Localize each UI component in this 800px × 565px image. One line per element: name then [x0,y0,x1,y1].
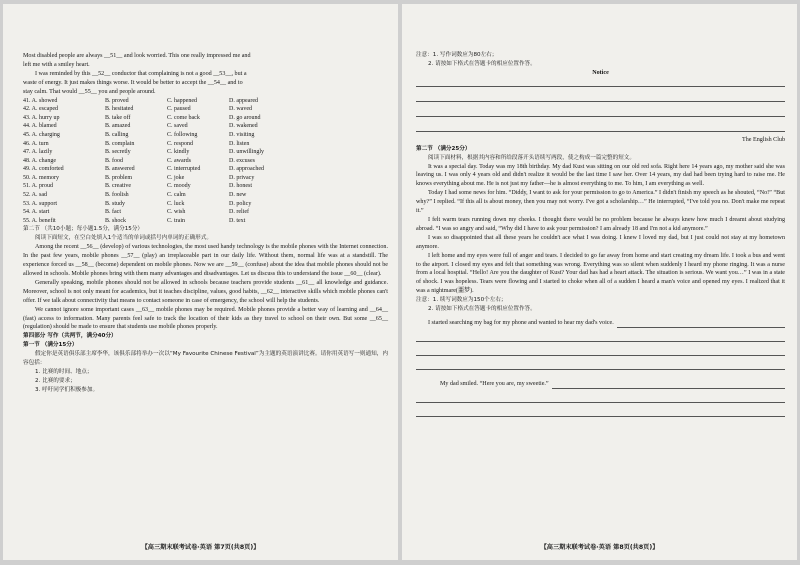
option: C. happened [167,97,197,104]
option: B. proved [105,97,129,104]
option: D. appeared [229,97,258,104]
notice-answer-lines [416,86,785,132]
options-row [23,157,388,166]
option: 51. A. proud [23,183,53,190]
option: B. complain [105,140,135,147]
options-row [23,114,388,123]
section-heading: 第二节 （满分25分） [416,145,471,152]
passage-a-line: I was reminded by this __52__ conductor that complaining is not a good __53__, but a [35,70,247,77]
starter-sentence: I started searching my bag for my phone and wanted to hear my dad's voice. [428,319,614,326]
option: D. visiting [229,131,255,138]
option: B. take off [105,114,131,121]
option: C. respond [167,140,193,147]
passage-a-line: Most disabled people are always __51__ and look worried. This one really impressed me and [23,53,251,59]
option: B. study [105,200,126,207]
option: 50. A. memory [23,174,59,181]
options-row [23,191,388,200]
option: C. wish [167,209,186,216]
continuation-1 [416,319,785,328]
option: 49. A. comforted [23,166,64,173]
writing-prompt: 假定你是英语俱乐部主席李华，该俱乐部将举办一次以“My Favourite Chinese Festival”为主题的英语演讲比赛。请你用英语写一则通知，内容包括： [23,351,388,367]
option: C. luck [167,200,185,207]
option: 41. A. showed [23,97,58,104]
options-row [23,200,388,209]
option: B. hesitated [105,106,134,113]
section-instruction: 阅读下面材料，根据其内容和所给段落开头语续写两段，使之构成一篇完整的短文。 [428,154,635,161]
option: C. moody [167,183,191,190]
option: C. kindly [167,149,190,156]
passage-b-paragraph: We cannot ignore some important cases __63__ mobile phones may be required. Mobile phones provide a better way of learning and __64__ (fast) access to information. Many parents feel safe to track the location of their kids as they travel to school on their own. But some __65__ (regulation) should be made to ensure that students use mobile phones properly. [23,306,388,331]
option: B. amazed [105,123,131,130]
option: C. train [167,217,185,224]
options-row [23,97,388,106]
passage-b [23,243,388,332]
option: 44. A. blamed [23,123,57,130]
answer-line [416,86,785,87]
story-paragraph: I left home and my eyes were full of anger and tears. I decided to go far away from home and start creating my dream life. I took a bus and went to the airport. I closed my eyes and felt that something was wrong. Everything was so silent when suddenly I heard my phone ringing. It was a nurse from a local hospital. “Hello! Are you the daughter of Kust? Your dad has had a heart attack. The situation is serious. We want you…” I was in a state of shock. I was hopeless. Tears were flowing and I started to choke when all of a sudden I heard a man's voice and opened my eyes. I realized that it was a nightmare(噩梦). [416,252,785,295]
option: 45. A. charging [23,131,60,138]
option: C. joke [167,174,185,181]
writing-point: 3. 呼吁同学们积极参加。 [35,386,99,393]
option: B. calling [105,131,129,138]
answer-line [416,355,785,356]
option: D. unwillingly [229,149,265,156]
section-heading: 第二节 （共10小题；每小题1.5分，满分15分） [23,226,144,233]
story-paragraph: I was so disappointed that all these years he couldn't ace what I was doing. I knew I loved my dad, but I just could not stay at my hometown anymore. [416,234,785,250]
answer-line [617,327,785,328]
option: B. fact [105,209,121,216]
option: D. honest [229,183,252,190]
option: D. waved [229,106,252,113]
exam-page-8 [402,4,797,560]
answer-line [416,369,785,370]
page-footer: 【高三期末联考试卷·英语 第8页(共8页)】 [540,544,659,551]
options-row [23,131,388,140]
option: C. saved [167,123,188,130]
options-row [23,122,388,131]
option: C. paused [167,106,191,113]
part-heading: 第四部分 写作（共两节，满分40分） [23,333,117,340]
option: C. calm [167,192,186,199]
writing-point: 2. 比赛的要求； [35,378,76,385]
passage-b-paragraph: Generally speaking, mobile phones should not be allowed in schools because teachers provide students __61__ all knowledge and guidance. Moreover, school is not only meant for academics, but it teaches discipline, values, good habits, __62__ interactive skills which mobile phones can't offer. If we talk about connectivity that means to contact someone in case of emergency, the school will help the students. [23,279,388,304]
passage-a [23,52,388,97]
options-row [23,148,388,157]
options-row [23,217,388,226]
passage-a-line: left me with a smiley heart. [23,61,90,68]
option: D. relief [229,209,249,216]
answer-line [416,402,785,403]
option: D. wakened [229,123,258,130]
answer-line [416,116,785,117]
notice-signature: The English Club [742,136,785,143]
option: D. text [229,217,246,224]
option: 55. A. benefit [23,217,56,224]
option: 46. A. turn [23,140,49,147]
passage-b-paragraph: Among the recent __56__ (develop) of various technologies, the most used handy technology is the mobile phones with the Internet connection. In the past few years, mobile phones __57__ (play) an irreplaceable part in our daily life. Without them, normal life was at a standstill. The experience forced us __58__ (become) dependent on mobile phones. Now we are __59__ (confuse) about the idea that mobile phones should not be allowed in schools. Mobile phones bring with them many advantages and disadvantages. Let us discuss this to understand the issue __60__ (clear). [23,244,388,277]
option: 54. A. start [23,209,50,216]
option: D. excuses [229,157,255,164]
notice-title: Notice [592,69,609,76]
option: D. new [229,192,247,199]
options-row [23,105,388,114]
answer-line [416,131,785,132]
option: B. answered [105,166,135,173]
option: 48. A. change [23,157,56,164]
option: D. policy [229,200,252,207]
options-row [23,208,388,217]
options-table [23,97,388,226]
section-instruction: 阅读下面短文，在空白处填入1个适当的单词或括号内单词的正确形式。 [35,235,212,242]
starter-sentence: My dad smiled. “Here you are, my sweetie.” [440,380,549,387]
passage-a-line: stay calm. That would __55__ you and people around. [23,88,156,95]
continuation-2 [416,380,785,389]
option: B. food [105,157,123,164]
page-footer: 【高三期末联考试卷·英语 第7页(共8页)】 [141,544,260,551]
option: D. privacy [229,174,255,181]
option: B. foolish [105,192,129,199]
option: 52. A. sad [23,192,47,199]
note-line: 注意：1. 写作词数应为80左右； [416,52,498,58]
note-line: 注意：1. 续写词数应为150个左右； [416,297,507,304]
story-paragraph: Today I had some news for him. “Diddy, I want to ask for your permission to go to America.” I didn't finish my speech as he shouted, “No!” “But why?” I replied. “If this all is about money, then you may not worry. I've got a scholarship…” He interrupted, “I've told you no. Don't make me repeat it.” [416,190,785,215]
option: 42. A. escaped [23,106,58,113]
options-row [23,140,388,149]
exam-page-7 [3,4,398,560]
answer-line [416,416,785,417]
option: C. come back [167,114,200,121]
answer-line [552,388,785,389]
option: D. approached [229,166,264,173]
section-heading: 第一节 （满分15分） [23,342,78,349]
answer-line [416,101,785,102]
option: 43. A. hurry up [23,114,60,121]
option: B. problem [105,174,132,181]
note-line: 2. 请按如下格式在答题卡的相应位置作答。 [428,60,536,67]
answer-line [416,341,785,342]
story-passage [416,163,785,297]
option: C. following [167,131,198,138]
options-row [23,165,388,174]
option: C. awards [167,157,191,164]
option: B. creative [105,183,131,190]
option: D. listen [229,140,250,147]
option: D. go around [229,114,261,121]
option: 53. A. support [23,200,58,207]
writing-point: 1. 比赛的时间、地点； [35,369,93,376]
option: C. interrupted [167,166,201,173]
options-row [23,174,388,183]
option: B. secretly [105,149,131,156]
story-paragraph: I felt warm tears running down my cheeks. I thought there would be no problem because he always knew how much I dreamt about studying abroad. “I was so angry and said, “Why did I have to ask your permission? I am already 18 and I'm not a kid anymore.” [416,216,785,232]
story-paragraph: It was a special day. Today was my 18th birthday. My dad Kust was sitting on our old red sofa. Right here 14 years ago, my mother said she was leaving us. I was only 4 years old and didn't realize it would be the last time I saw her. Over 14 years, my dad had been trying hard to raise me. He knows everything about me. He is not just my father—he is almost everything to me. To him, I am everything as well. [416,163,785,188]
options-row [23,182,388,191]
passage-a-line: waste of energy. It just makes things worse. It would be better to accept the __54__ and to [23,79,243,86]
option: B. shock [105,217,126,224]
note-line: 2. 请按如下格式在答题卡的相应位置作答。 [428,306,536,313]
option: 47. A. lazily [23,149,53,156]
